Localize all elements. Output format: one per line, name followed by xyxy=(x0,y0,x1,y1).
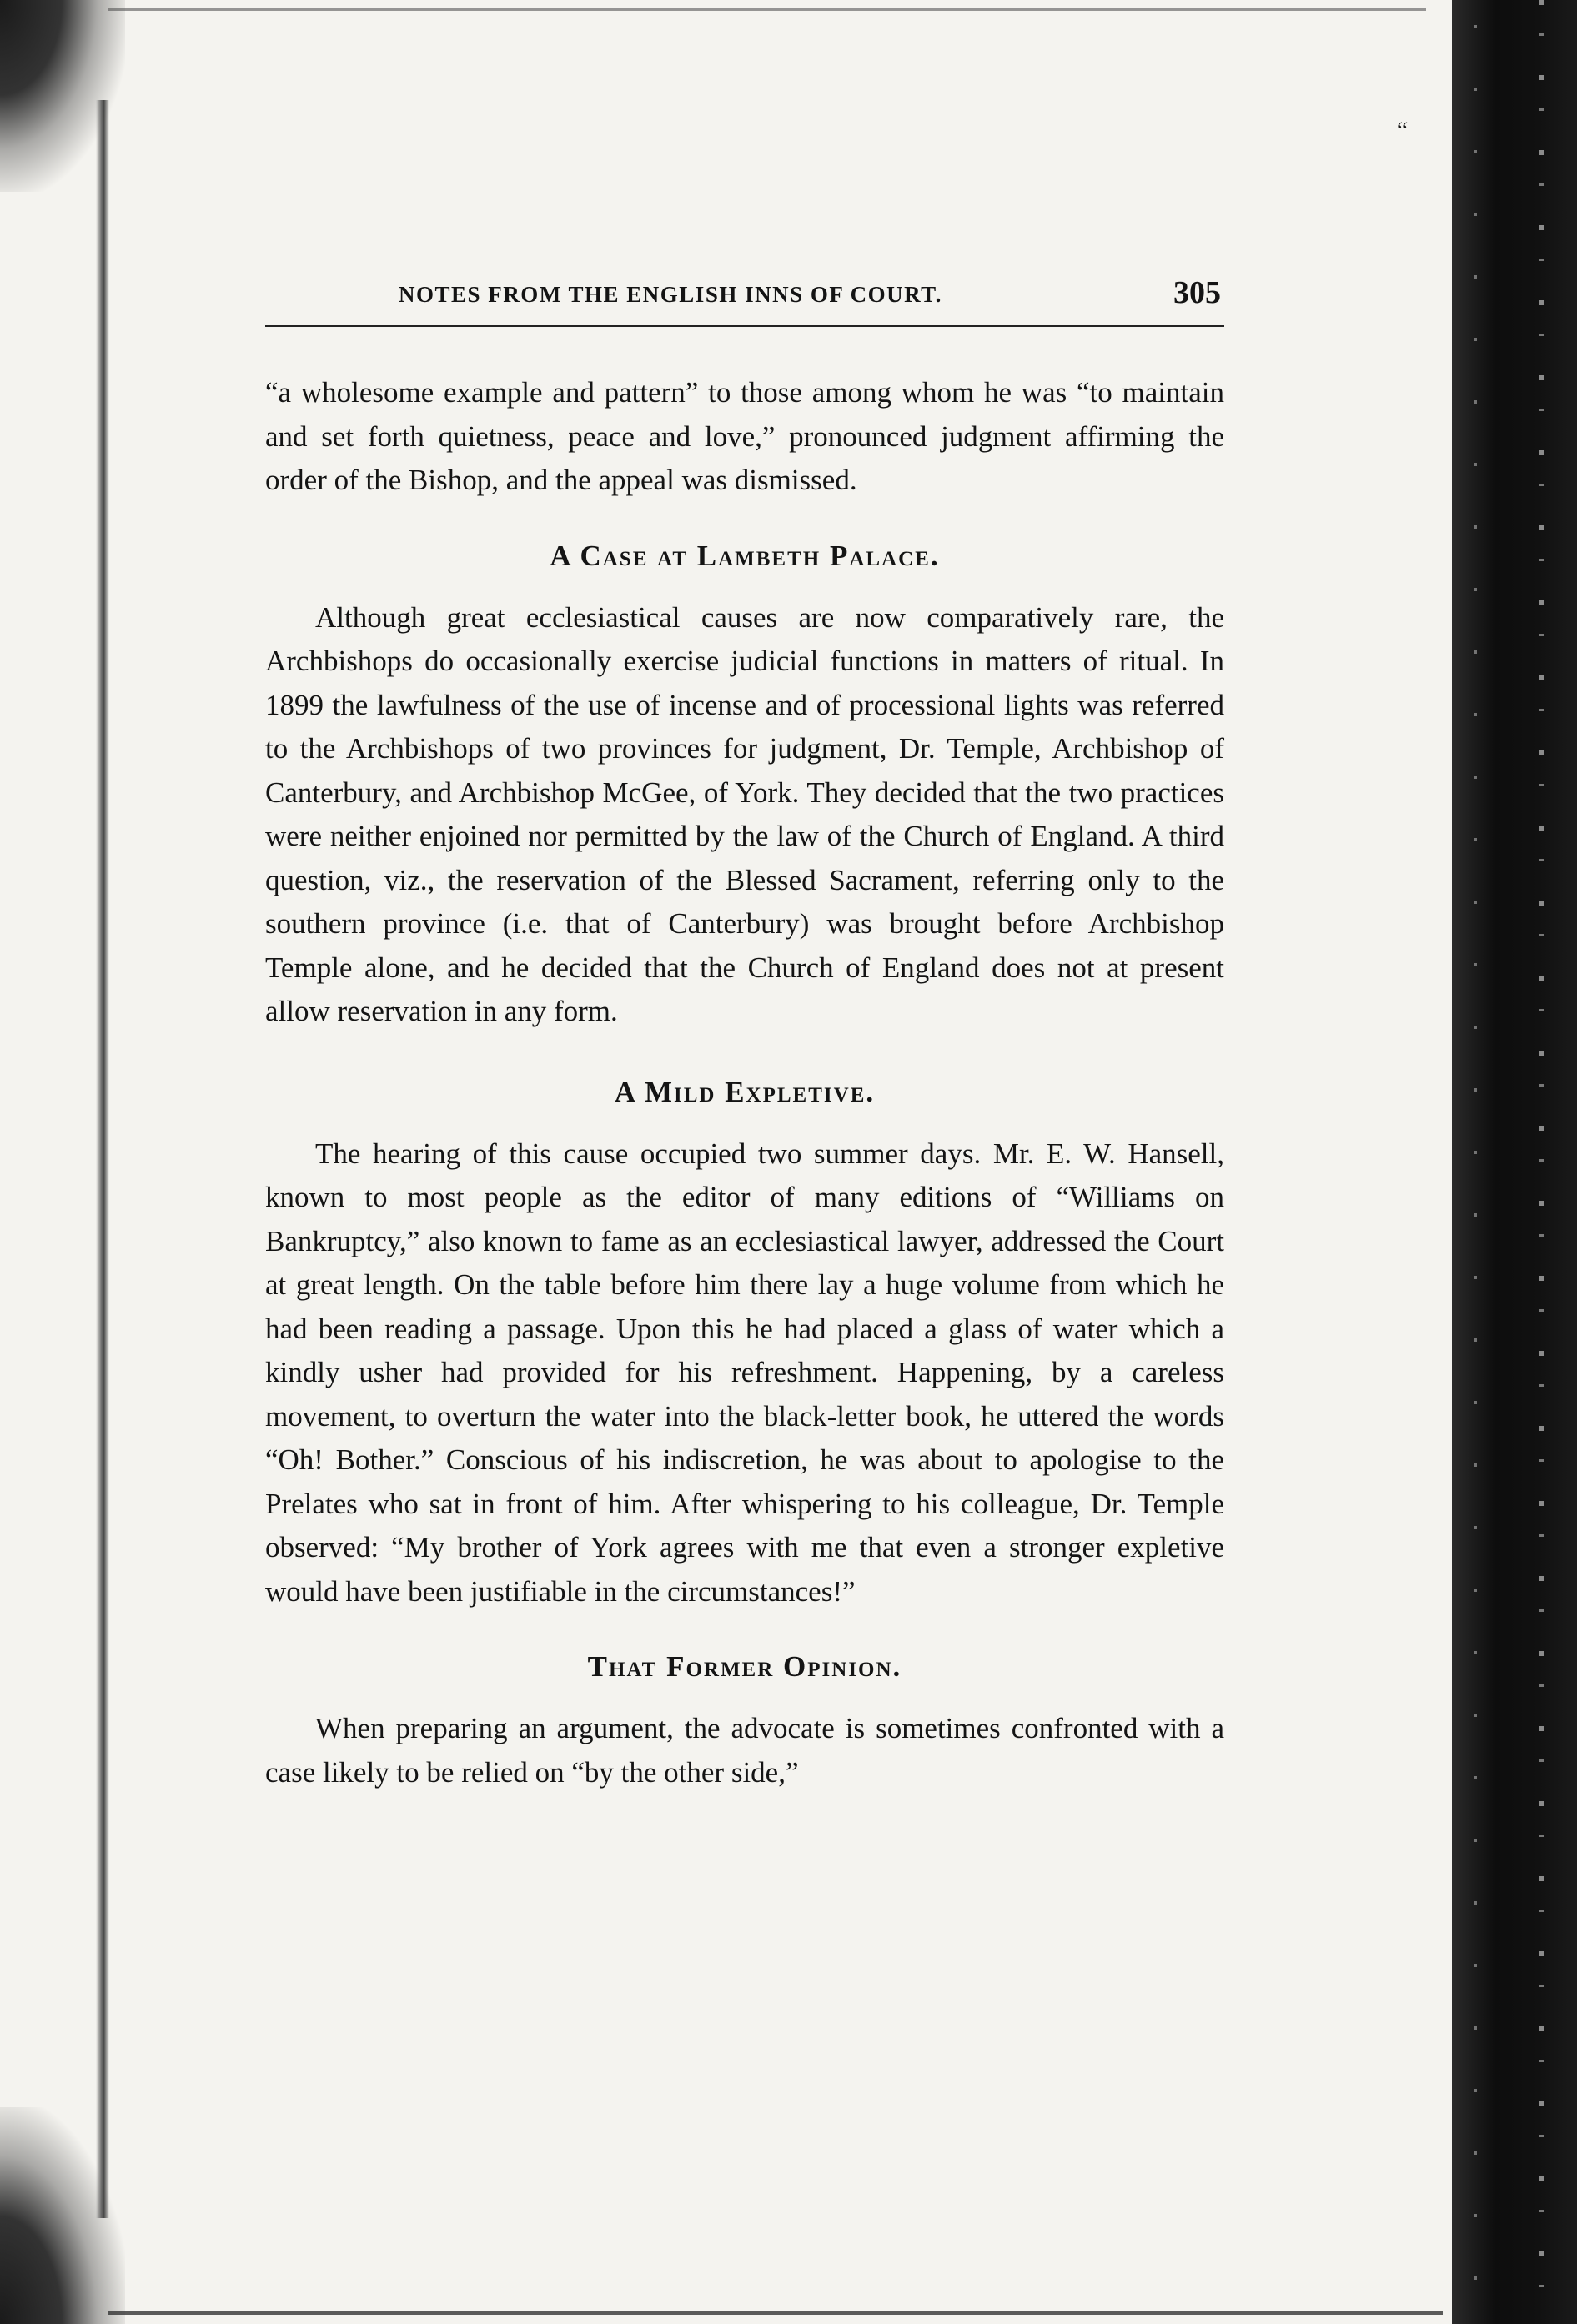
header-rule xyxy=(265,325,1224,327)
page-number: 305 xyxy=(1173,275,1221,310)
page-header xyxy=(265,271,1224,321)
scan-shadow-right xyxy=(1452,0,1577,2324)
scan-shadow-bottom-left xyxy=(0,2107,125,2324)
running-head: NOTES FROM THE ENGLISH INNS OF COURT. xyxy=(399,282,942,307)
page-body xyxy=(265,371,1224,1794)
paragraph-opinion: When preparing an argument, the advocate is sometimes confronted with a case likely to be relied on “by the other side,” xyxy=(265,1712,1224,1789)
paragraph-expletive: The hearing of this cause occupied two summer days. Mr. E. W. Hansell, known to most people as the editor of many editions of “Williams on Bankruptcy,” also known to fame as an ecclesiastical lawyer, addressed the Court at great length. On the table before him there lay a huge volume from which he had been reading a passage. Upon this he had placed a glass of water which a kindly usher had provided for his refreshment. Happening, by a careless movement, to overturn the water into the black-letter book, he uttered the words “Oh! Bother.” Conscious of his indiscretion, he was about to apologise to the Prelates who sat in front of him. After whispering to his colleague, Dr. Temple observed: “My brother of York agrees with me that even a stronger expletive would have been justifiable in the circumstances!” xyxy=(265,1137,1224,1608)
paragraph-lambeth: Although great ecclesiastical causes are now comparatively rare, the Archbishops do occasionally exercise judicial functions in matters of ritual. In 1899 the lawfulness of the use of incense and of processional lights was referred to the Archbishops of two provinces for judgment, Dr. Temple, Archbishop of Canterbury, and Archbishop McGee, of York. They decided that the two practices were neither enjoined nor permitted by the law of the Church of England. A third question, viz., the reservation of the Blessed Sacrament, referring only to the southern province (i.e. that of Canterbury) was brought before Archbishop Temple alone, and he decided that the Church of England does not at present allow reservation in any form. xyxy=(265,600,1224,1027)
section-heading-lambeth: A Case at Lambeth Palace. xyxy=(550,539,940,572)
scan-edge-top xyxy=(108,8,1426,11)
scan-shadow-left xyxy=(0,0,125,2324)
margin-mark: “ xyxy=(1394,117,1409,144)
section-heading-expletive: A Mild Expletive. xyxy=(614,1075,876,1108)
scan-speckle xyxy=(1539,0,1544,2324)
section-heading-opinion: That Former Opinion. xyxy=(587,1650,902,1683)
paragraph-intro: “a wholesome example and pattern” to those among whom he was “to maintain and set forth quietness, peace and love,” pronounced judgment affirming the order of the Bishop, and the appeal was dismissed. xyxy=(265,376,1224,496)
scan-edge-bottom xyxy=(108,2311,1443,2315)
scan-shadow-binding xyxy=(96,100,109,2218)
scan-shadow-top-left xyxy=(0,0,125,192)
scan-speckle-2 xyxy=(1474,0,1477,2324)
